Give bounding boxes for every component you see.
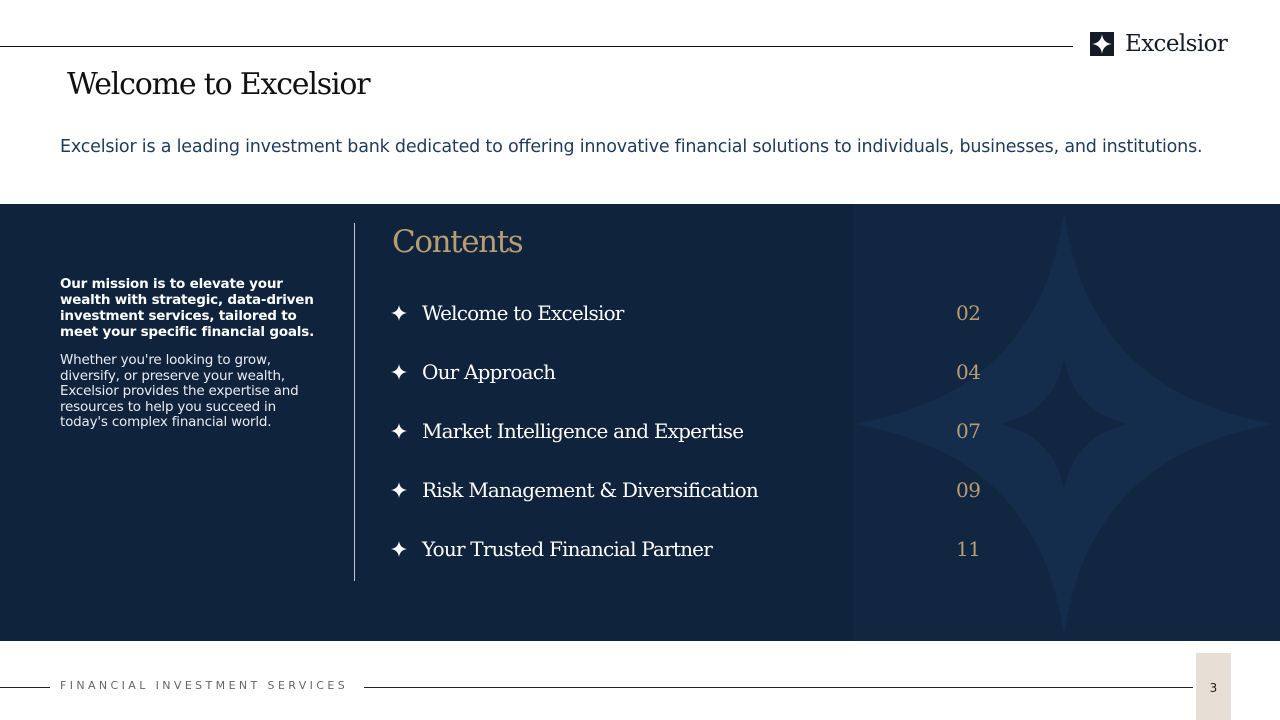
four-point-star-icon (390, 363, 408, 381)
toc-item[interactable] (390, 473, 990, 532)
four-point-star-icon (390, 304, 408, 322)
page-number-tab (1196, 653, 1231, 720)
toc-item-page: 11 (956, 537, 981, 561)
four-point-star-icon (390, 540, 408, 558)
footer-rule-left (0, 687, 50, 688)
toc-item-page: 02 (956, 301, 981, 325)
table-of-contents (390, 296, 990, 591)
mission-description: Whether you're looking to grow, diversify, or preserve your wealth, Excelsior provides the expertise and resources to help you succeed in today's complex financial world. (60, 352, 299, 430)
header-rule (0, 46, 1073, 47)
toc-item[interactable] (390, 355, 990, 414)
toc-item-page: 09 (956, 478, 981, 502)
brand-name: Excelsior (1125, 31, 1228, 57)
contents-panel (0, 204, 1280, 641)
toc-item-page: 04 (956, 360, 981, 384)
toc-item-label: Your Trusted Financial Partner (422, 537, 712, 561)
toc-item-label: Risk Management & Diversification (422, 478, 758, 502)
diamond-star-logo-icon (1088, 30, 1116, 58)
mission-statement: Our mission is to elevate your wealth with strategic, data-driven investment services, tailored to meet your specific financial goals. (60, 276, 315, 340)
four-point-star-icon (390, 481, 408, 499)
brand-logo (1088, 30, 1227, 58)
toc-item-label: Welcome to Excelsior (422, 301, 624, 325)
page-number: 3 (1209, 680, 1218, 695)
page-title: Welcome to Excelsior (67, 67, 370, 102)
vertical-divider (354, 223, 355, 581)
toc-item-page: 07 (956, 419, 981, 443)
toc-item[interactable] (390, 414, 990, 473)
toc-item[interactable] (390, 296, 990, 355)
intro-paragraph: Excelsior is a leading investment bank dedicated to offering innovative financial solutions to individuals, businesses, and institutions. (60, 137, 1203, 157)
four-point-star-icon (390, 422, 408, 440)
toc-item-label: Our Approach (422, 360, 556, 384)
toc-item-label: Market Intelligence and Expertise (422, 419, 744, 443)
contents-title: Contents (392, 224, 523, 260)
footer-label: FINANCIAL INVESTMENT SERVICES (60, 679, 349, 692)
toc-item[interactable] (390, 532, 990, 591)
footer-rule-right (364, 687, 1193, 688)
